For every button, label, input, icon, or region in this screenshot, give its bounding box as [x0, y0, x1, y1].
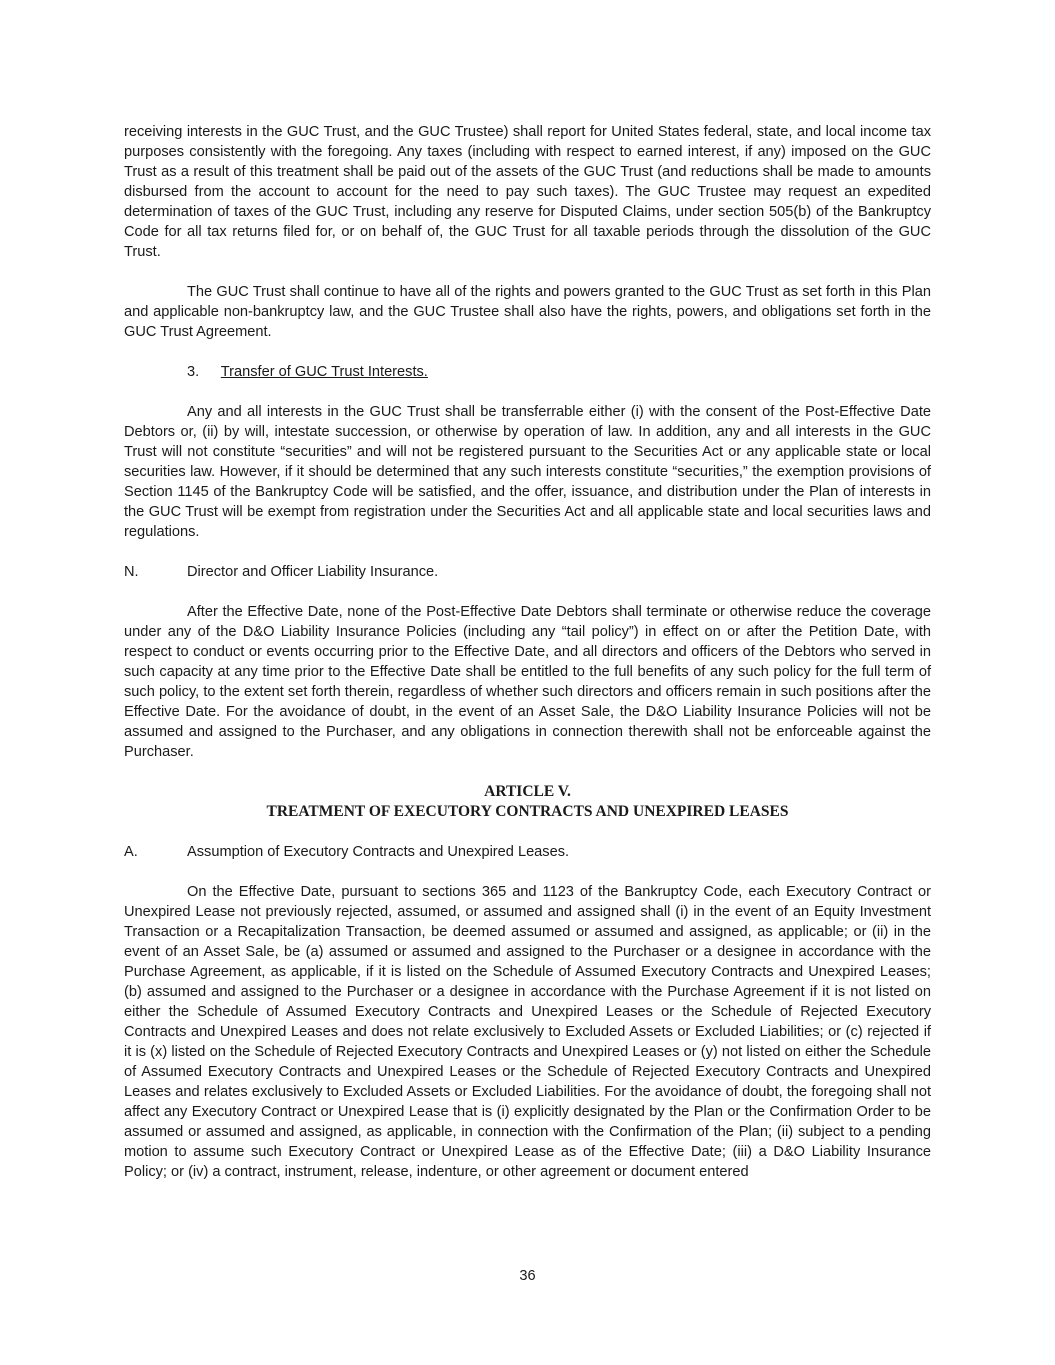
article-title: TREATMENT OF EXECUTORY CONTRACTS AND UNEXPIRED LEASES [266, 803, 789, 820]
section-heading-n [124, 562, 931, 582]
article-number: ARTICLE V. [484, 783, 571, 800]
section-title: Director and Officer Liability Insurance. [187, 564, 439, 580]
section-heading-a [124, 842, 931, 862]
section-letter: N. [124, 564, 139, 580]
subsection-number: 3. [187, 364, 200, 380]
document-page [124, 122, 931, 1182]
paragraph-transfer-interests: Any and all interests in the GUC Trust shall be transferrable either (i) with the consent of the Post-Effective Date Debtors or, (ii) by will, intestate succession, or otherwise by operation of law. In addition, any and all interests in the GUC Trust will not constitute “securities” and will not be registered pursuant to the Securities Act or any applicable state or local securities law. However, if it should be determined that any such interests constitute “securities,” the exemption provisions of Section 1145 of the Bankruptcy Code will be satisfied, and the offer, issuance, and distribution under the Plan of interests in the GUC Trust will be exempt from registration under the Securities Act and all applicable state and local securities laws and regulations. [124, 404, 931, 540]
section-title: Assumption of Executory Contracts and Unexpired Leases. [187, 844, 570, 860]
paragraph-d-and-o-insurance: After the Effective Date, none of the Post-Effective Date Debtors shall terminate or otherwise reduce the coverage under any of the D&O Liability Insurance Policies (including any “tail policy”) in effect on or after the Petition Date, with respect to conduct or events occurring prior to the Effective Date, and all directors and officers of the Debtors who served in such capacity at any time prior to the Effective Date shall be entitled to the full benefits of any such policy for the full term of such policy, to the extent set forth therein, regardless of whether such directors and officers remain in such positions after the Effective Date. For the avoidance of doubt, in the event of an Asset Sale, the D&O Liability Insurance Policies will not be assumed and assigned to the Purchaser, and any obligations in connection therewith shall not be enforceable against the Purchaser. [124, 604, 931, 760]
paragraph-assumption-contracts: On the Effective Date, pursuant to sections 365 and 1123 of the Bankruptcy Code, each Executory Contract or Unexpired Lease not previously rejected, assumed, or assumed and assigned shall (i) in the event of an Equity Investment Transaction or a Recapitalization Transaction, be deemed assumed or assumed and assigned, as applicable; or (ii) in the event of an Asset Sale, be (a) assumed or assumed and assigned to the Purchaser or a designee in accordance with the Purchase Agreement, as applicable, if it is listed on the Schedule of Assumed Executory Contracts and Unexpired Leases; (b) assumed and assigned to the Purchaser or a designee in accordance with the Purchase Agreement if it is not listed on either the Schedule of Assumed Executory Contracts and Unexpired Leases or the Schedule of Rejected Executory Contracts and Unexpired Leases and does not relate exclusively to Excluded Assets or Excluded Liabilities; or (c) rejected if it is (x) listed on the Schedule of Rejected Executory Contracts and Unexpired Leases or (y) not listed on either the Schedule of Assumed Executory Contracts and Unexpired Leases or the Schedule of Rejected Executory Contracts and Unexpired Leases and relates exclusively to Excluded Assets or Excluded Liabilities. For the avoidance of doubt, the foregoing shall not affect any Executory Contract or Unexpired Lease that is (i) explicitly designated by the Plan or the Confirmation Order to be assumed or assumed and assigned, as applicable, in connection with the Confirmation of the Plan; (ii) subject to a pending motion to assume such Executory Contract or Unexpired Lease as of the Effective Date; (iii) a D&O Liability Insurance Policy; or (iv) a contract, instrument, release, indenture, or other agreement or document entered [124, 884, 931, 1180]
section-letter: A. [124, 844, 138, 860]
article-heading [124, 782, 931, 822]
paragraph-guc-tax-reporting: receiving interests in the GUC Trust, and the GUC Trustee) shall report for United States federal, state, and local income tax purposes consistently with the foregoing. Any taxes (including with respect to earned interest, if any) imposed on the GUC Trust as a result of this treatment shall be paid out of the assets of the GUC Trust (and reductions shall be made to amounts disbursed from the account to account for the need to pay such taxes). The GUC Trustee may request an expedited determination of taxes of the GUC Trust, including any reserve for Disputed Claims, under section 505(b) of the Bankruptcy Code for all tax returns filed for, or on behalf of, the GUC Trust for all taxable periods through the dissolution of the GUC Trust. [124, 124, 931, 260]
subsection-title: Transfer of GUC Trust Interests. [220, 364, 428, 380]
paragraph-guc-trust-rights: The GUC Trust shall continue to have all of the rights and powers granted to the GUC Trust as set forth in this Plan and applicable non-bankruptcy law, and the GUC Trustee shall also have the rights, powers, and obligations set forth in the GUC Trust Agreement. [124, 284, 931, 340]
page-number: 36 [519, 1268, 536, 1284]
subsection-heading-transfer [124, 362, 931, 382]
